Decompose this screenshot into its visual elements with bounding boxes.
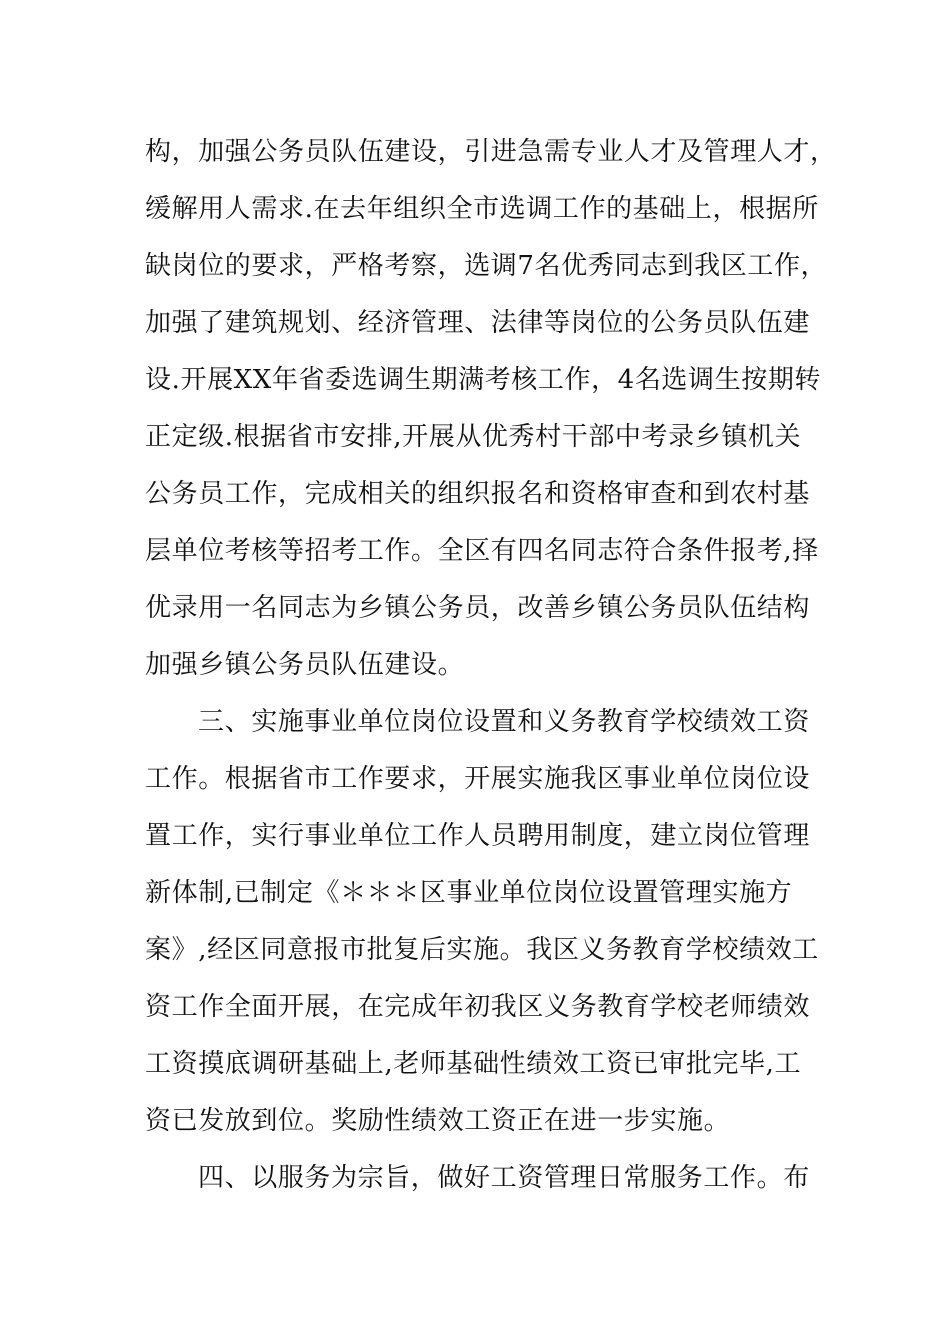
section-heading-four: 四、以服务为宗旨，做好工资管理日常服务工作。布 xyxy=(198,1163,810,1193)
section-heading-three: 三、实施事业单位岗位设置和义务教育学校绩效工资 xyxy=(198,707,810,737)
text-line-4: 加强了建筑规划、经济管理、法律等岗位的公务员队伍建 xyxy=(145,308,811,338)
text-line-6: 正定级.根据省市安排,开展从优秀村干部中考录乡镇机关 xyxy=(145,422,802,452)
text-line-9: 优录用一名同志为乡镇公务员，改善乡镇公务员队伍结构 xyxy=(145,593,811,623)
text-line-17: 工资摸底调研基础上,老师基础性绩效工资已审批完毕,工 xyxy=(145,1049,802,1079)
text-line-18: 资已发放到位。奖励性绩效工资正在进一步实施。 xyxy=(145,1106,731,1136)
text-line-1: 构，加强公务员队伍建设，引进急需专业人才及管理人才， xyxy=(145,137,837,167)
text-line-3: 缺岗位的要求，严格考察，选调7名优秀同志到我区工作， xyxy=(145,251,828,281)
text-line-16: 资工作全面开展，在完成年初我区义务教育学校老师绩效 xyxy=(145,992,811,1022)
text-line-8: 层单位考核等招考工作。全区有四名同志符合条件报考,择 xyxy=(145,536,819,566)
text-line-12: 工作。根据省市工作要求，开展实施我区事业单位岗位设 xyxy=(145,764,811,794)
text-line-13: 置工作，实行事业单位工作人员聘用制度，建立岗位管理 xyxy=(145,821,811,851)
text-line-5: 设.开展XX年省委选调生期满考核工作，4名选调生按期转 xyxy=(145,365,822,395)
text-line-10: 加强乡镇公务员队伍建设。 xyxy=(145,650,465,680)
text-line-7: 公务员工作，完成相关的组织报名和资格审查和到农村基 xyxy=(145,479,811,509)
text-line-15: 案》,经区同意报市批复后实施。我区义务教育学校绩效工 xyxy=(145,935,819,965)
text-line-14: 新体制,已制定《＊＊＊区事业单位岗位设置管理实施方 xyxy=(145,878,793,908)
text-line-2: 缓解用人需求.在去年组织全市选调工作的基础上，根据所 xyxy=(145,194,819,224)
